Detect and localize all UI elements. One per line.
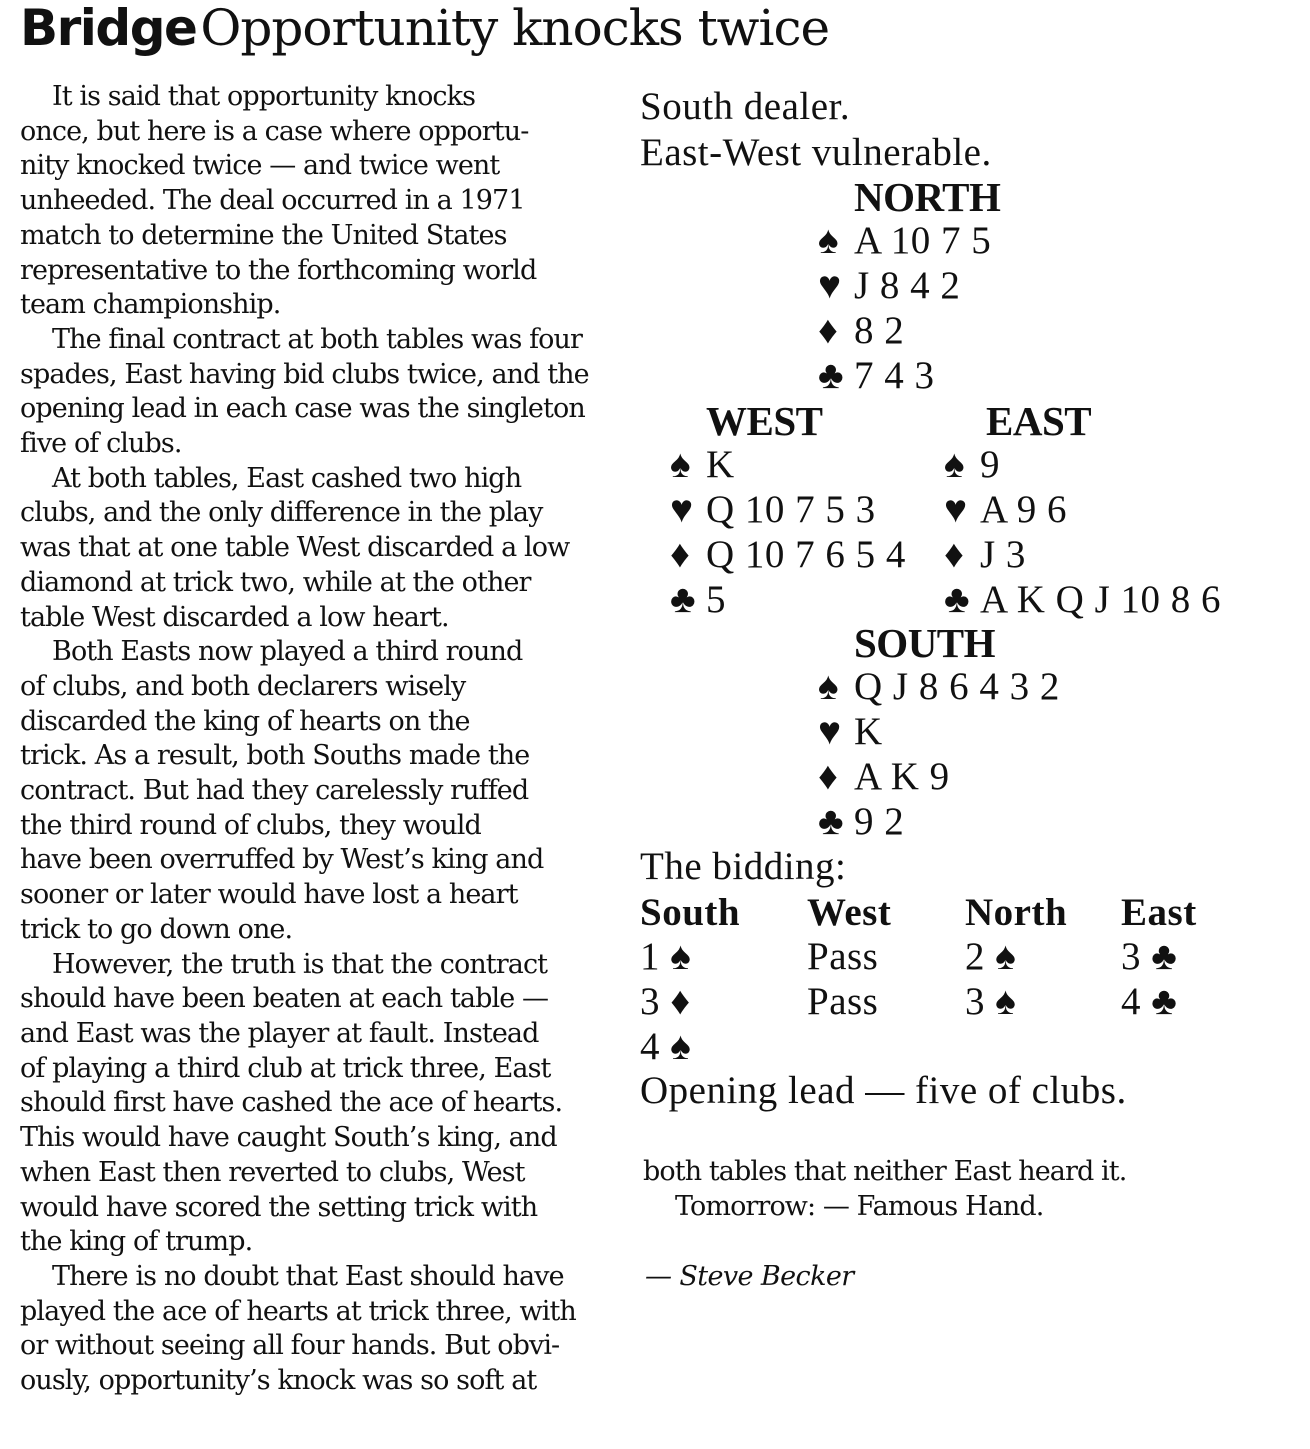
west-hearts: ♥ Q 10 7 5 3 [670, 488, 876, 531]
text-line: played the ace of hearts at trick three, with [20, 1295, 576, 1327]
bid-north: 3 ♠ [965, 980, 1017, 1023]
diamond-icon: ♦ [818, 755, 839, 798]
heart-icon: ♥ [818, 710, 842, 753]
text-line: when East then reverted to clubs, West [20, 1156, 525, 1188]
bidding-header-south: South [640, 891, 741, 934]
text-line: trick. As a result, both Souths made the [20, 740, 530, 772]
south-hearts: ♥ K [818, 710, 883, 753]
article-title [20, 0, 829, 69]
text-line: spades, East having bid clubs twice, and the [20, 358, 589, 390]
text-line: was that at one table West discarded a low [20, 532, 570, 564]
text-line: There is no doubt that East should have [52, 1260, 564, 1292]
text-line: However, the truth is that the contract [52, 948, 548, 980]
article-paragraph [20, 323, 620, 462]
bidding-header-east: East [1121, 891, 1197, 934]
north-spades: ♠ A 10 7 5 [818, 219, 992, 262]
bid-north: 2 ♠ [965, 935, 1017, 978]
bid-west: Pass [807, 980, 879, 1023]
text-line: unheeded. The deal occurred in a 1971 [20, 185, 525, 217]
heart-icon: ♥ [670, 488, 694, 531]
text-line: once, but here is a case where opportu- [20, 115, 529, 147]
headline: Opportunity knocks twice [200, 0, 830, 57]
text-line: The final contract at both tables was four [52, 323, 583, 355]
club-icon: ♣ [670, 578, 697, 621]
article-paragraph [20, 948, 620, 1260]
bidding-title: The bidding: [640, 845, 847, 888]
bidding-header-west: West [807, 891, 892, 934]
diamond-icon: ♦ [670, 533, 691, 576]
bid-south: 3 ♦ [640, 980, 691, 1023]
text-line: five of clubs. [20, 428, 182, 460]
south-label: SOUTH [854, 620, 996, 666]
east-label: EAST [986, 398, 1092, 444]
text-line: opening lead in each case was the singleton [20, 393, 585, 425]
text-line: the third round of clubs, they would [20, 809, 481, 841]
bid-south: 1 ♠ [640, 935, 692, 978]
text-line: and East was the player at fault. Instead [20, 1017, 539, 1049]
text-line: Both Easts now played a third round [52, 636, 523, 668]
club-icon: ♣ [944, 578, 971, 621]
spade-icon: ♠ [944, 443, 966, 486]
byline: — Steve Becker [645, 1261, 854, 1292]
north-label: NORTH [854, 174, 1001, 220]
spade-icon: ♠ [818, 219, 840, 262]
text-line: clubs, and the only difference in the play [20, 497, 543, 529]
article-body [20, 80, 620, 1399]
bidding-header-north: North [965, 891, 1068, 934]
east-clubs: ♣ A K Q J 10 8 6 [944, 578, 1222, 621]
bridge-diagram [640, 84, 1300, 1124]
text-line: would have scored the setting trick with [20, 1191, 538, 1223]
text-line: contract. But had they carelessly ruffed [20, 775, 529, 807]
text-line: At both tables, East cashed two high [52, 462, 522, 494]
text-line: sooner or later would have lost a heart [20, 879, 518, 911]
bid-south: 4 ♠ [640, 1025, 692, 1068]
article-paragraph [20, 80, 620, 323]
heart-icon: ♥ [818, 264, 842, 307]
east-spades: ♠ 9 [944, 443, 1000, 486]
article-paragraph [20, 462, 620, 636]
text-line: should have been beaten at each table — [20, 983, 549, 1015]
bid-east: 4 ♣ [1121, 980, 1178, 1023]
text-line: This would have caught South’s king, and [20, 1122, 557, 1154]
bid-east: 3 ♣ [1121, 935, 1178, 978]
club-icon: ♣ [818, 800, 845, 843]
text-line: ously, opportunity’s knock was so soft at [20, 1365, 537, 1397]
east-hearts: ♥ A 9 6 [944, 488, 1068, 531]
text-line: of clubs, and both declarers wisely [20, 670, 466, 702]
continuation-text: both tables that neither East heard it. [643, 1156, 1127, 1187]
column-kicker: Bridge [20, 0, 197, 57]
text-line: or without seeing all four hands. But obvi- [20, 1330, 560, 1362]
west-clubs: ♣ 5 [670, 578, 726, 621]
text-line: team championship. [20, 289, 281, 321]
text-line: It is said that opportunity knocks [52, 81, 476, 112]
text-line: representative to the forthcoming world [20, 254, 537, 286]
north-diamonds: ♦ 8 2 [818, 309, 905, 352]
tomorrow-note: Tomorrow: — Famous Hand. [675, 1190, 1044, 1222]
text-line: nity knocked twice — and twice went [20, 150, 500, 182]
article-paragraph [20, 635, 620, 947]
south-spades: ♠ Q J 8 6 4 3 2 [818, 665, 1060, 708]
text-line: diamond at trick two, while at the other [20, 566, 531, 598]
diamond-icon: ♦ [818, 309, 839, 352]
south-clubs: ♣ 9 2 [818, 800, 905, 843]
north-clubs: ♣ 7 4 3 [818, 354, 935, 397]
text-line: have been overruffed by West’s king and [20, 844, 544, 876]
club-icon: ♣ [818, 354, 845, 397]
east-diamonds: ♦ J 3 [944, 533, 1026, 576]
dealer-line: South dealer. [640, 85, 851, 128]
text-line: the king of trump. [20, 1226, 253, 1258]
article-paragraph [20, 1260, 620, 1399]
article-continuation [643, 1155, 1303, 1224]
north-hearts: ♥ J 8 4 2 [818, 264, 961, 307]
spade-icon: ♠ [818, 665, 840, 708]
text-line: trick to go down one. [20, 913, 293, 945]
west-spades: ♠ K [670, 443, 735, 486]
west-diamonds: ♦ Q 10 7 6 5 4 [670, 533, 906, 576]
south-diamonds: ♦ A K 9 [818, 755, 950, 798]
heart-icon: ♥ [944, 488, 968, 531]
opening-lead: Opening lead — five of clubs. [640, 1069, 1127, 1112]
text-line: table West discarded a low heart. [20, 601, 449, 633]
text-line: should first have cashed the ace of hearts. [20, 1087, 563, 1119]
spade-icon: ♠ [670, 443, 692, 486]
text-line: match to determine the United States [20, 219, 507, 251]
text-line: discarded the king of hearts on the [20, 705, 470, 737]
text-line: of playing a third club at trick three, East [20, 1052, 551, 1084]
diamond-icon: ♦ [944, 533, 965, 576]
vulnerability-line: East-West vulnerable. [640, 131, 992, 174]
bid-west: Pass [807, 935, 879, 978]
west-label: WEST [706, 398, 823, 444]
